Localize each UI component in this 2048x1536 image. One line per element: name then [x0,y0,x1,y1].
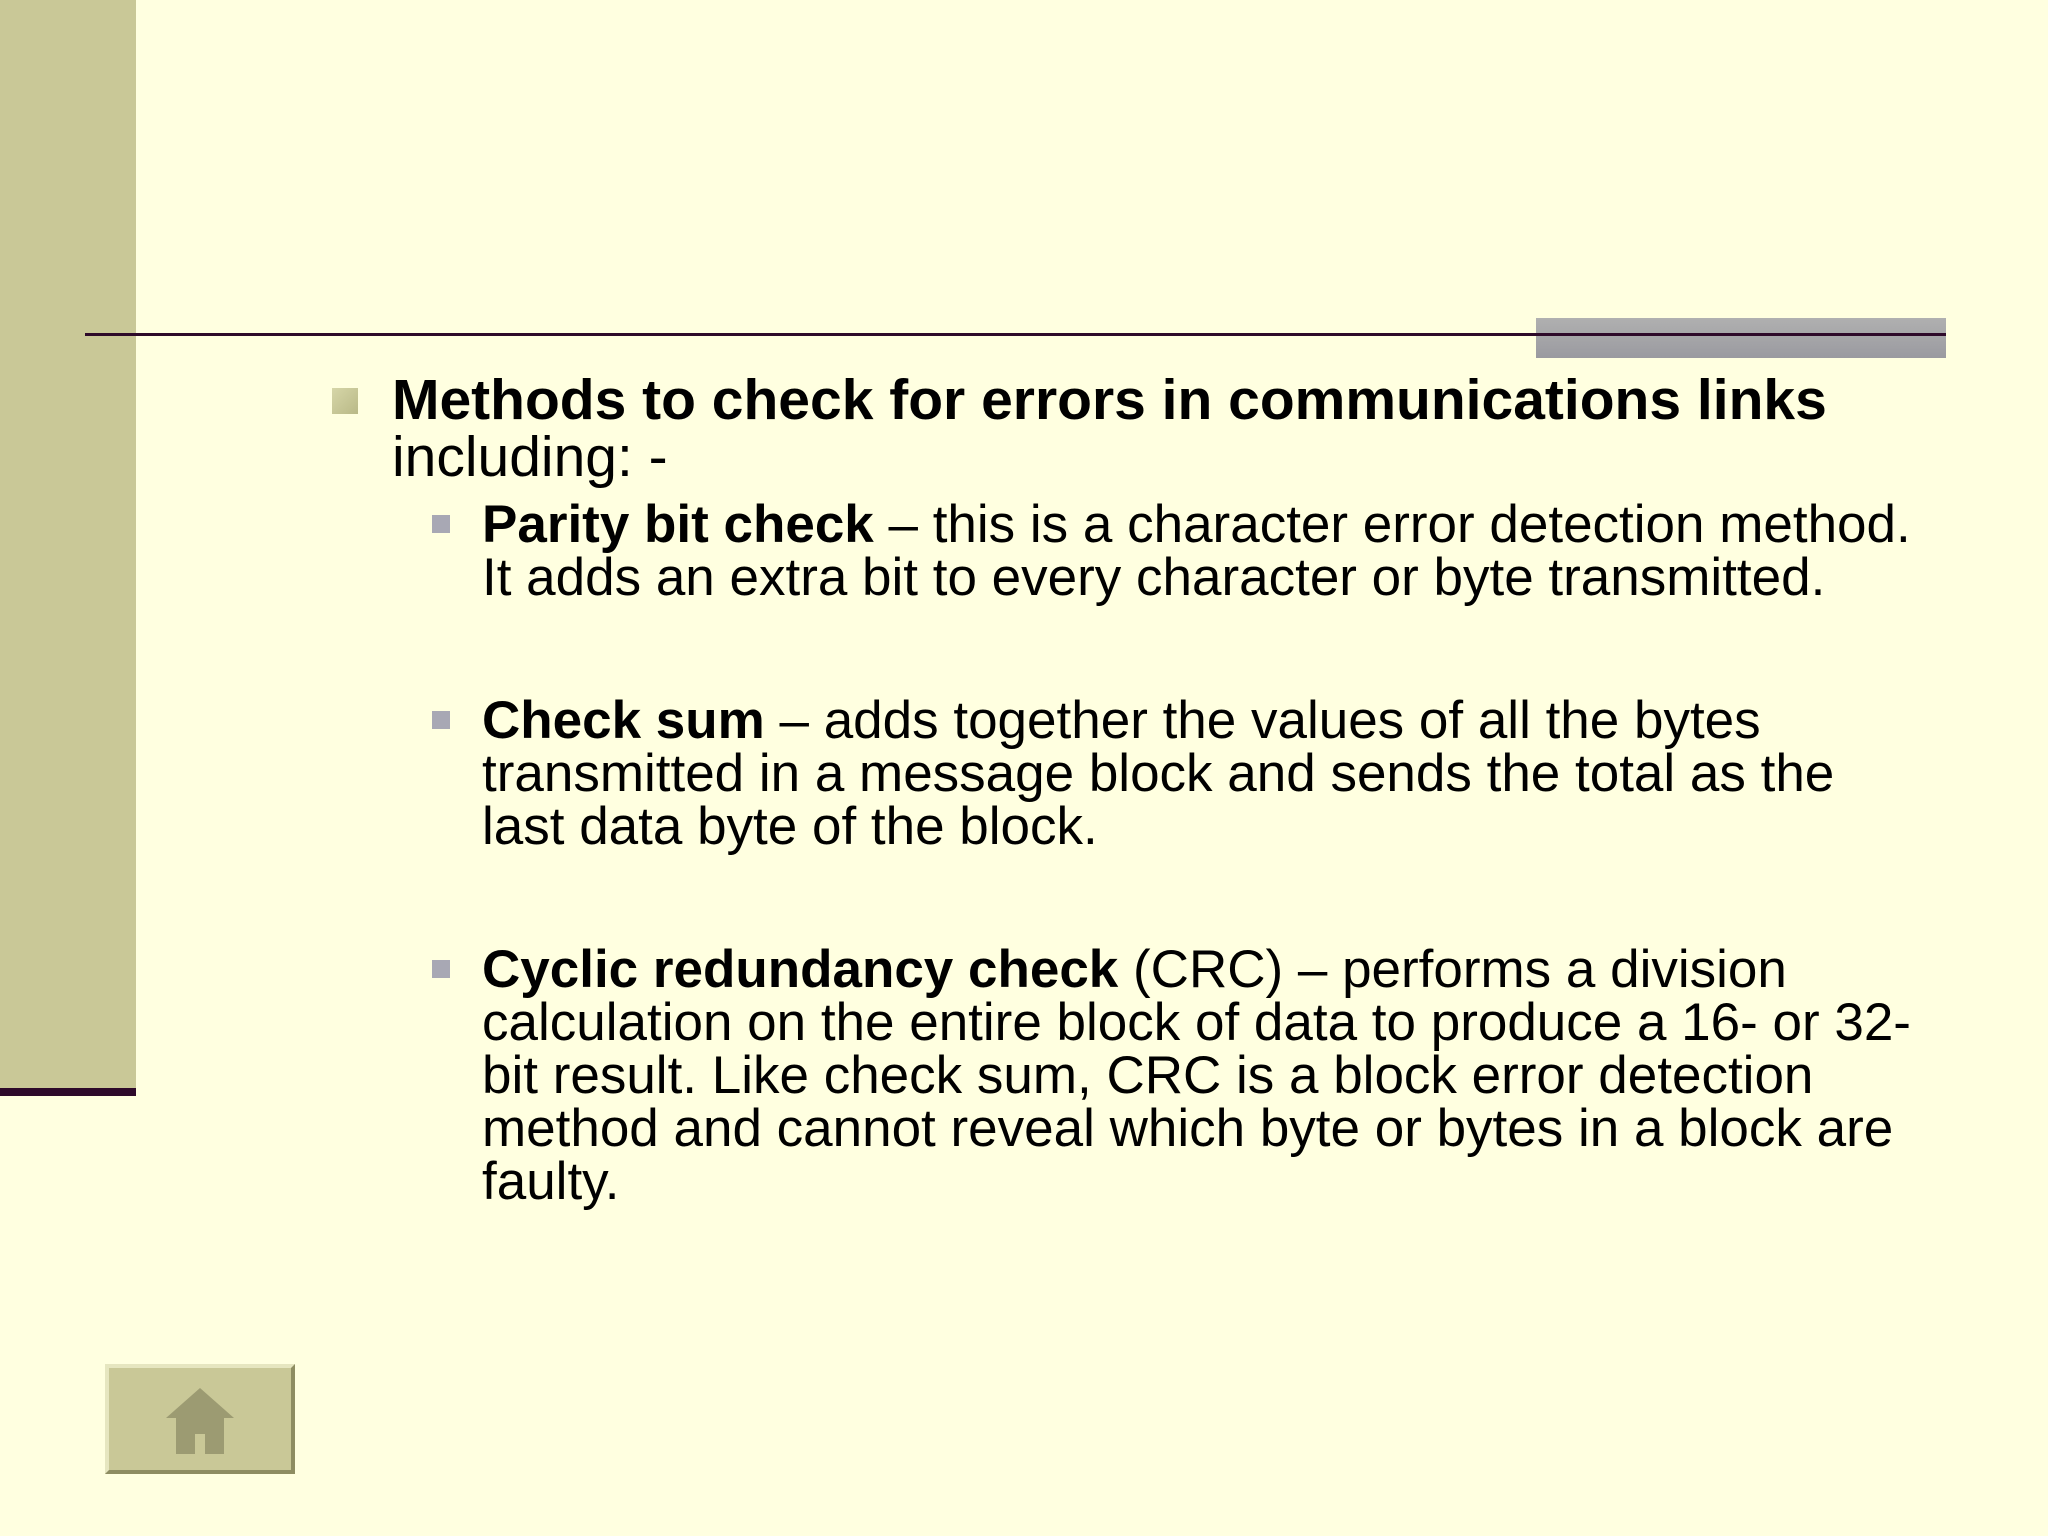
gray-accent-block [1536,318,1946,358]
home-button[interactable] [105,1364,295,1474]
sub-bullet-parity [482,495,1930,607]
slide-content [330,368,1930,1211]
sub-bullet-bold: Check sum [482,691,765,750]
sub-bullet-crc [482,940,1930,1211]
square-bullet-icon [332,388,358,414]
sub-bullet-checksum [482,691,1930,856]
sub-bullet-bold: Cyclic redundancy check [482,940,1119,999]
left-bar-base-line [0,1088,136,1096]
left-decorative-bar [0,0,136,1088]
sub-bullet-text: (CRC) – performs a division calculation on the entire block of data to produce a 16- or 32- bit result. Like check sum, CRC is a block error detection method and cannot reveal which byte or bytes in a block are faulty. [482,940,1911,1211]
sub-bullet-text: – adds together the values of all the bytes transmitted in a message block and sends the total as the last data byte of the block. [482,691,1835,856]
home-icon [164,1384,236,1456]
sub-bullet-bold: Parity bit check [482,495,874,554]
title-divider-overlay [1536,333,1946,336]
small-square-bullet-icon [432,960,450,978]
small-square-bullet-icon [432,515,450,533]
sub-bullet-text: – this is a character error detection method. It adds an extra bit to every character or byte transmitted. [482,495,1911,607]
small-square-bullet-icon [432,711,450,729]
main-bullet [330,368,1930,489]
main-bullet-text: including: - [392,425,668,489]
main-bullet-bold: Methods to check for errors in communications links [392,368,1827,432]
